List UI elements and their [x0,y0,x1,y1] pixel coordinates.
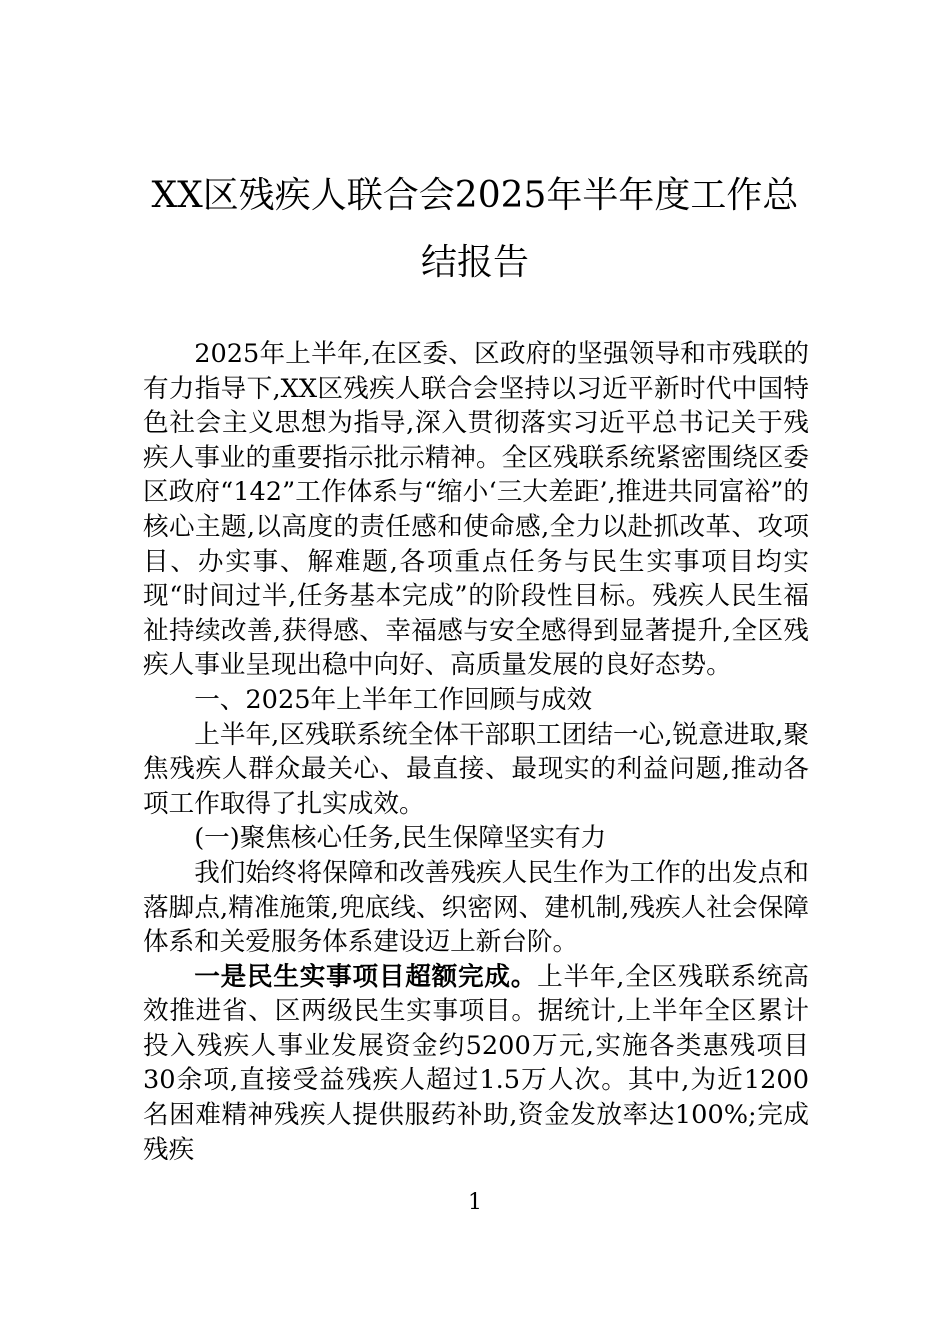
document-body [143,337,809,1167]
item-paragraph-1-lead: 一是民生实事项目超额完成。 [194,961,538,992]
document-title-line-2: 结报告 [420,242,529,283]
item-paragraph-1-text: 上半年,全区残联系统高效推进省、区两级民生实事项目。据统计,上半年全区累计投入残疾人事业发展资金约5200万元,实施各类惠残项目30余项,直接受益残疾人超过1.5万人次。其中,为近1200名困难精神残疾人提供服药补助,资金发放率达100%;完成残疾 [143,961,809,1165]
page-number: 1 [468,1190,482,1215]
document-title-line-1: XX区残疾人联合会2025年半年度工作总 [151,175,799,216]
section-heading-1: 一、2025年上半年工作回顾与成效 [194,684,593,715]
subsection-heading-1: (一)聚焦核心任务,民生保障坚实有力 [194,823,607,854]
subsection-1-paragraph: 我们始终将保障和改善残疾人民生作为工作的出发点和落脚点,精准施策,兜底线、织密网、建机制,残疾人社会保障体系和关爱服务体系建设迈上新台阶。 [143,857,809,958]
item-paragraph-1 [143,960,809,1168]
section-1-paragraph: 上半年,区残联系统全体干部职工团结一心,锐意进取,聚焦残疾人群众最关心、最直接、最现实的利益问题,推动各项工作取得了扎实成效。 [143,719,809,819]
intro-paragraph: 2025年上半年,在区委、区政府的坚强领导和市残联的有力指导下,XX区残疾人联合会坚持以习近平新时代中国特色社会主义思想为指导,深入贯彻落实习近平总书记关于残疾人事业的重要指示批示精神。全区残联系统紧密围绕区委区政府“142”工作体系与“缩小‘三大差距’,推进共同富裕”的核心主题,以高度的责任感和使命感,全力以赴抓改革、攻项目、办实事、解难题,各项重点任务与民生实事项目均实现“时间过半,任务基本完成”的阶段性目标。残疾人民生福祉持续改善,获得感、幸福感与安全感得到显著提升,全区残疾人事业呈现出稳中向好、高质量发展的良好态势。 [143,339,809,681]
